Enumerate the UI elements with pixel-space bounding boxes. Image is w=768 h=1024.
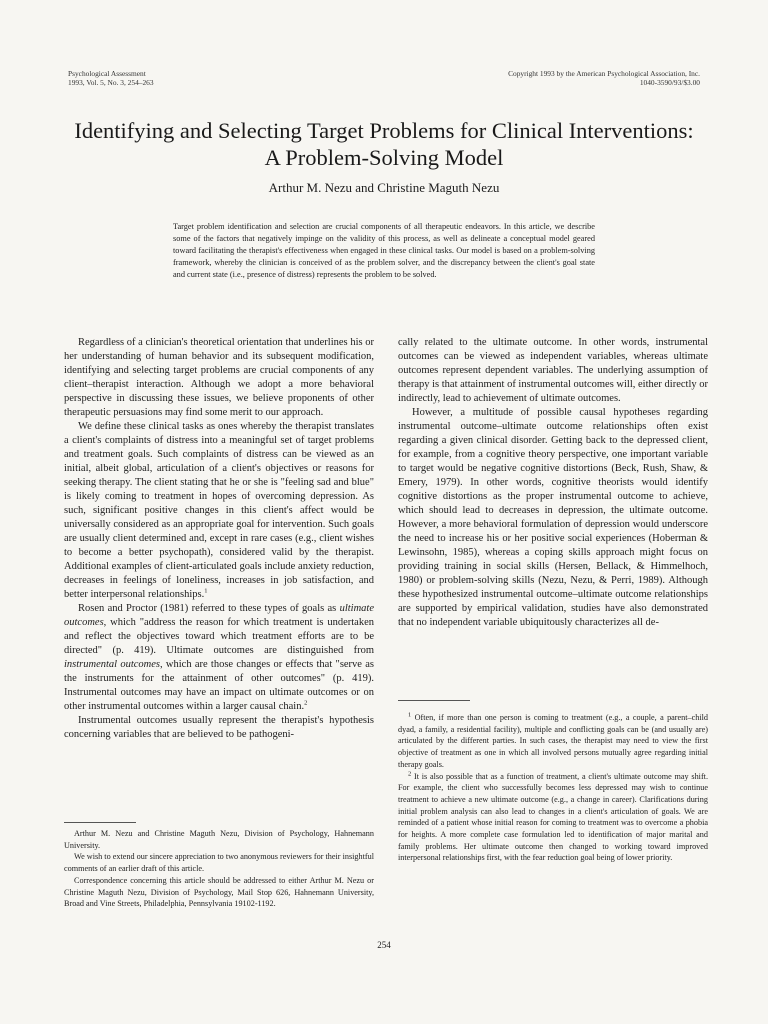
volume-info: 1993, Vol. 5, No. 3, 254–263 [68,77,154,87]
term-ultimate-outcomes: ultimate outcomes [64,603,374,628]
footnote-text: Often, if more than one person is coming to treatment (e.g., a couple, a parent–child dyad, a family, a residential facility), multiple and conflicting goals can be (and usually are) articulated by the different parties. In such cases, the therapist may need to view the first objective of treatment as one in which all involved persons mutually agree regarding initial therapy goals. [398,713,708,769]
footnote-mark: 1 [408,711,412,719]
footnote-2 [398,771,708,865]
page-number: 254 [377,940,391,950]
author-affiliation: Arthur M. Nezu and Christine Maguth Nezu, Division of Psychology, Hahnemann University. [64,829,374,850]
footnote-ref: 2 [304,699,308,707]
article-title [0,118,768,171]
title-line-2: A Problem-Solving Model [264,144,504,170]
paragraph [64,602,374,714]
journal-name: Psychological Assessment [68,69,146,78]
copyright-line: Copyright 1993 by the American Psychological Association, Inc. [508,69,700,78]
paragraph: cally related to the ultimate outcome. In other words, instrumental outcomes can be viewed as independent variables, whereas ultimate outcomes represent dependent variables. The underlying assumption of therapy is that attainment of instrumental outcomes will, either directly or indirectly, lead to achievement of ultimate outcomes. [398,337,708,404]
abstract-text: Target problem identification and selection are crucial components of all therapeutic endeavors. In this article, we describe some of the factors that negatively impinge on the validity of this process, as well as delineate a conceptual model geared toward facilitating the therapist's effectiveness when engaged in these clinical tasks. Our model is based on a problem-solving framework, whereby the clinician is conceived of as the problem solver, and the discrepancy between the client's goal state and current state (i.e., presence of distress) represents the problem to be solved. [173,222,595,279]
footnote-text: It is also possible that as a function of treatment, a client's ultimate outcome may shift. For example, the client who successfully becomes less depressed may wish to continue treatment to achieve a new ultimate outcome (e.g., a change in career). Clarifications during initial problem analysis can also lead to changes in a client's articulation of goals. We are reminded of a patient whose initial reason for coming to treatment was to overcome a phobia for heights. A more complete case formulation led to identification of major marital and family problems. Her ultimate outcome then changed to working toward improved interpersonal relationships first, with the fear reduction goal being of lower priority. [398,771,708,863]
paragraph-text: , which "address the reason for which treatment is undertaken and reflect the objectives toward which treatment efforts are to be directed" (p. 419). Ultimate outcomes are distinguished from [64,617,374,656]
paragraph [64,420,374,602]
body-column-right [398,336,708,630]
paragraph-text: , which are those changes or effects that "serve as the instruments for the attainment of other outcomes" (p. 419). Instrumental outcomes may have an impact on ultimate outcomes or on other instrumental outcomes within a larger causal chain. [64,659,374,712]
author-note-divider [64,822,136,823]
footnote-ref: 1 [204,587,208,595]
title-line-1: Identifying and Selecting Target Problems for Clinical Interventions: [74,118,694,143]
paragraph: Instrumental outcomes usually represent the therapist's hypothesis concerning variables that are believed to be pathogeni- [64,715,374,740]
term-instrumental-outcomes: instrumental outcomes [64,659,161,670]
correspondence: Correspondence concerning this article should be addressed to either Arthur M. Nezu or Christine Maguth Nezu, Division of Psychology, Mail Stop 626, Hahnemann University, Broad and Vine Streets, Philadelphia, Pennsylvania 19102-1192. [64,875,374,909]
abstract [173,221,595,281]
body-column-left [64,336,374,742]
paragraph-text: Rosen and Proctor (1981) referred to these types of goals as [78,603,340,614]
footnote-divider [398,700,470,701]
paragraph-text: We define these clinical tasks as ones whereby the therapist translates a client's complaints of distress into a meaningful set of target problems and treatment goals. Such complaints of distress can be viewed as an initial, albeit global, articulation of a client's objectives or reasons for seeking therapy. The client stating that he or she is "feeling sad and blue" is likely coming to treatment in hopes of overcoming depression. As such, significant positive changes in this client's affect would be universally considered as an appropriate goal for intervention. Such goals are usually client determined and, except in rare cases (e.g., client wishes to become a better psychopath), considered valid by the therapist. Additional examples of client-articulated goals include anxiety reduction, decreases in feelings of loneliness, increases in job satisfaction, and better interpersonal relationships. [64,421,374,600]
journal-citation [68,70,154,87]
acknowledgment: We wish to extend our sincere appreciation to two anonymous reviewers for their insightful comments of an earlier draft of this article. [64,852,374,874]
footnote-mark: 2 [408,769,412,777]
paragraph: However, a multitude of possible causal hypotheses regarding instrumental outcome–ultimate outcome relationships often exist regarding a given clinical disorder. Getting back to the depressed client, for example, from a cognitive theory perspective, one important variable to target would be negative cognitive distortions (Beck, Rush, Shaw, & Emery, 1979). In other words, cognitive theorists would identify cognitive distortions as the proper instrumental outcome to achieve, which should lead to decreases in depression, the ultimate outcome. However, a more behavioral formulation of depression would underscore the need to increase his or her positive social experiences (Hoberman & Lewinsohn, 1985), whereas a coping skills approach might focus on providing training in social skills (Hersen, Bellack, & Himmelhoch, 1980) or problem-solving skills (Nezu, Nezu, & Perri, 1989). Although these hypothesized instrumental outcome–ultimate outcome relationships are supported by empirical validation, studies have also demonstrated that no independent variable ubiquitously characterizes all de- [398,407,708,628]
paragraph: Regardless of a clinician's theoretical orientation that underlines his or her understanding of human behavior and its subsequent modification, identifying and selecting target problems are crucial components of any client–therapist interaction. Although we adopt a more behavioral perspective in discussing these issues, we believe proponents of other therapeutic persuasions may find some merit to our approach. [64,337,374,418]
footnote-1 [398,712,708,771]
footnotes [398,712,708,864]
author-note [64,828,374,910]
copyright-notice [508,70,700,87]
article-code: 1040-3590/93/$3.00 [639,77,700,87]
author-byline: Arthur M. Nezu and Christine Maguth Nezu [268,180,500,195]
